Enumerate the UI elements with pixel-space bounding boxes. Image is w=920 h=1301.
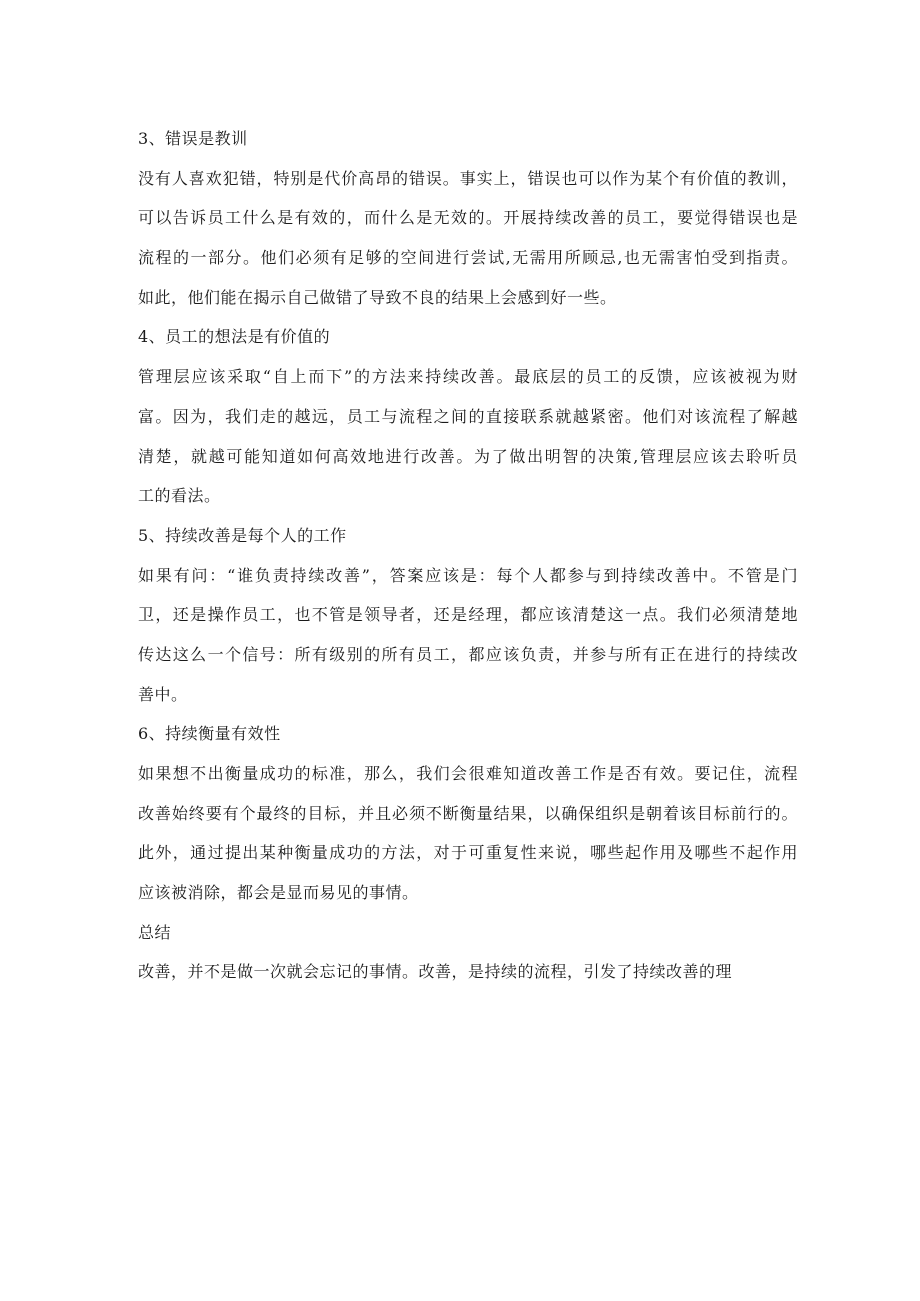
section-heading: 6、持续衡量有效性: [138, 724, 281, 744]
paragraph-line: 卫，还是操作员工，也不管是领导者，还是经理，都应该清楚这一点。我们必须清楚地: [138, 605, 798, 625]
paragraph-line: 传达这么一个信号：所有级别的所有员工，都应该负责，并参与所有正在进行的持续改: [138, 644, 798, 664]
paragraph-line: 富。因为，我们走的越远，员工与流程之间的直接联系就越紧密。他们对该流程了解越: [138, 406, 798, 426]
paragraph-line: 工的看法。: [138, 486, 221, 506]
section-heading: 5、持续改善是每个人的工作: [138, 525, 347, 545]
paragraph-line: 应该被消除，都会是显而易见的事情。: [138, 883, 419, 903]
paragraph-line: 没有人喜欢犯错，特别是代价高昂的错误。事实上，错误也可以作为某个有价值的教训，: [138, 168, 798, 188]
paragraph-line: 如果有问：“谁负责持续改善”，答案应该是：每个人都参与到持续改善中。不管是门: [138, 565, 798, 585]
paragraph-line: 管理层应该采取“自上而下”的方法来持续改善。最底层的员工的反馈，应该被视为财: [138, 367, 798, 387]
paragraph-line: 善中。: [138, 684, 188, 704]
section-heading: 4、员工的想法是有价值的: [138, 327, 331, 347]
paragraph-line: 改善，并不是做一次就会忘记的事情。改善，是持续的流程，引发了持续改善的理: [138, 962, 733, 982]
section-heading: 总结: [138, 922, 172, 942]
paragraph-line: 清楚，就越可能知道如何高效地进行改善。为了做出明智的决策,管理层应该去聆听员: [138, 446, 798, 466]
paragraph-line: 如果想不出衡量成功的标准，那么，我们会很难知道改善工作是否有效。要记住，流程: [138, 764, 798, 783]
paragraph-line: 如此，他们能在揭示自己做错了导致不良的结果上会感到好一些。: [138, 287, 617, 307]
paragraph-line: 此外，通过提出某种衡量成功的方法，对于可重复性来说，哪些起作用及哪些不起作用: [138, 843, 798, 863]
paragraph-line: 流程的一部分。他们必须有足够的空间进行尝试,无需用所顾忌,也无需害怕受到指责。: [138, 248, 798, 268]
paragraph-line: 改善始终要有个最终的目标，并且必须不断衡量结果，以确保组织是朝着该目标前行的。: [138, 803, 798, 823]
document-page: [138, 119, 798, 992]
section-heading: 3、错误是教训: [138, 129, 248, 148]
paragraph-line: 可以告诉员工什么是有效的，而什么是无效的。开展持续改善的员工，要觉得错误也是: [138, 208, 798, 228]
